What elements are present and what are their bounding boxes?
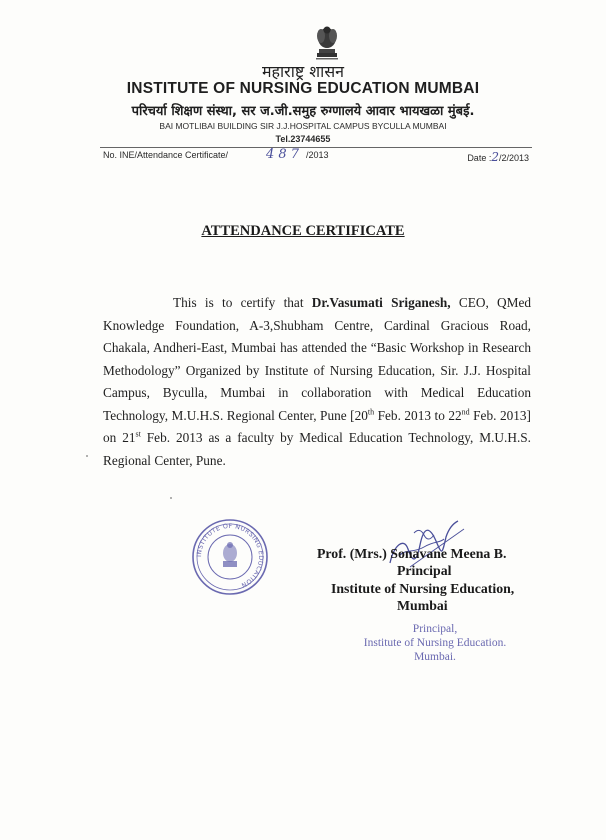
body-text-1: This is to certify that [173, 295, 312, 310]
recipient-name: Dr.Vasumati Sriganesh, [311, 295, 451, 310]
principal-stamp [330, 622, 540, 664]
reference-date [467, 150, 529, 164]
certificate-body [103, 292, 531, 472]
paper-speck [170, 497, 172, 499]
date-label: Date : [467, 153, 492, 163]
reference-number: 4 8 7 [266, 147, 300, 162]
signatory-institute: Institute of Nursing Education, [331, 581, 515, 596]
institute-name: INSTITUTE OF NURSING EDUCATION MUMBAI [126, 80, 480, 97]
body-sup-2: nd [461, 407, 470, 417]
date-rest: /2/2013 [498, 153, 529, 163]
body-text-2: CEO, QMed Knowledge Foundation, A-3,Shubham Centre, Cardinal Gracious Road, Chakala, Andheri-East, Mumbai has attended the “Basic Workshop in Research Methodology” Organized by Institute of Nursing Education, Sir. J.J. Hospital Campus, Byculla, Mumbai in collaboration with Medical Education Technology, M.U.H.S. Regional Center, Pune [20 [103, 295, 532, 423]
stamp-line-1: Principal, [412, 623, 458, 635]
reference-prefix: No. INE/Attendance Certificate/ [103, 150, 229, 160]
reference-line [103, 147, 529, 166]
government-title: महाराष्ट्र शासन [261, 62, 345, 81]
signatory-city: Mumbai [397, 598, 448, 613]
header-divider [100, 147, 532, 148]
telephone: Tel.23744655 [275, 134, 331, 144]
address-english: BAI MOTLIBAI BUILDING SIR J.J.HOSPITAL CAMPUS BYCULLA MUMBAI [159, 121, 447, 131]
body-sup-3: st [135, 429, 141, 439]
institute-seal-icon [190, 517, 270, 597]
address-marathi: परिचर्या शिक्षण संस्था, सर ज.जी.समुह रुग्णालये आवार भायखळा मुंबई. [131, 104, 475, 119]
signatory-name: Prof. (Mrs.) Sonavane Meena B. [317, 546, 507, 561]
signatory-designation: Principal [397, 563, 452, 578]
paper-speck [86, 455, 88, 457]
stamp-line-3: Mumbai. [414, 651, 456, 663]
body-text-4: Feb. 2013] on 21 [103, 407, 531, 445]
certificate-heading: ATTENDANCE CERTIFICATE [201, 223, 405, 239]
body-text-5: Feb. 2013 as a faculty by Medical Education Technology, M.U.H.S. Regional Center, Pune. [103, 430, 532, 468]
reference-year: /2013 [306, 150, 329, 160]
svg-text:INSTITUTE OF NURSING EDUCATION: INSTITUTE OF NURSING EDUCATION [195, 522, 265, 589]
body-text-3: Feb. 2013 to 22 [374, 407, 462, 423]
date-day: 2 [491, 150, 499, 164]
stamp-line-2: Institute of Nursing Education. [363, 637, 507, 649]
state-emblem-icon [314, 24, 340, 60]
body-sup-1: th [367, 407, 375, 417]
